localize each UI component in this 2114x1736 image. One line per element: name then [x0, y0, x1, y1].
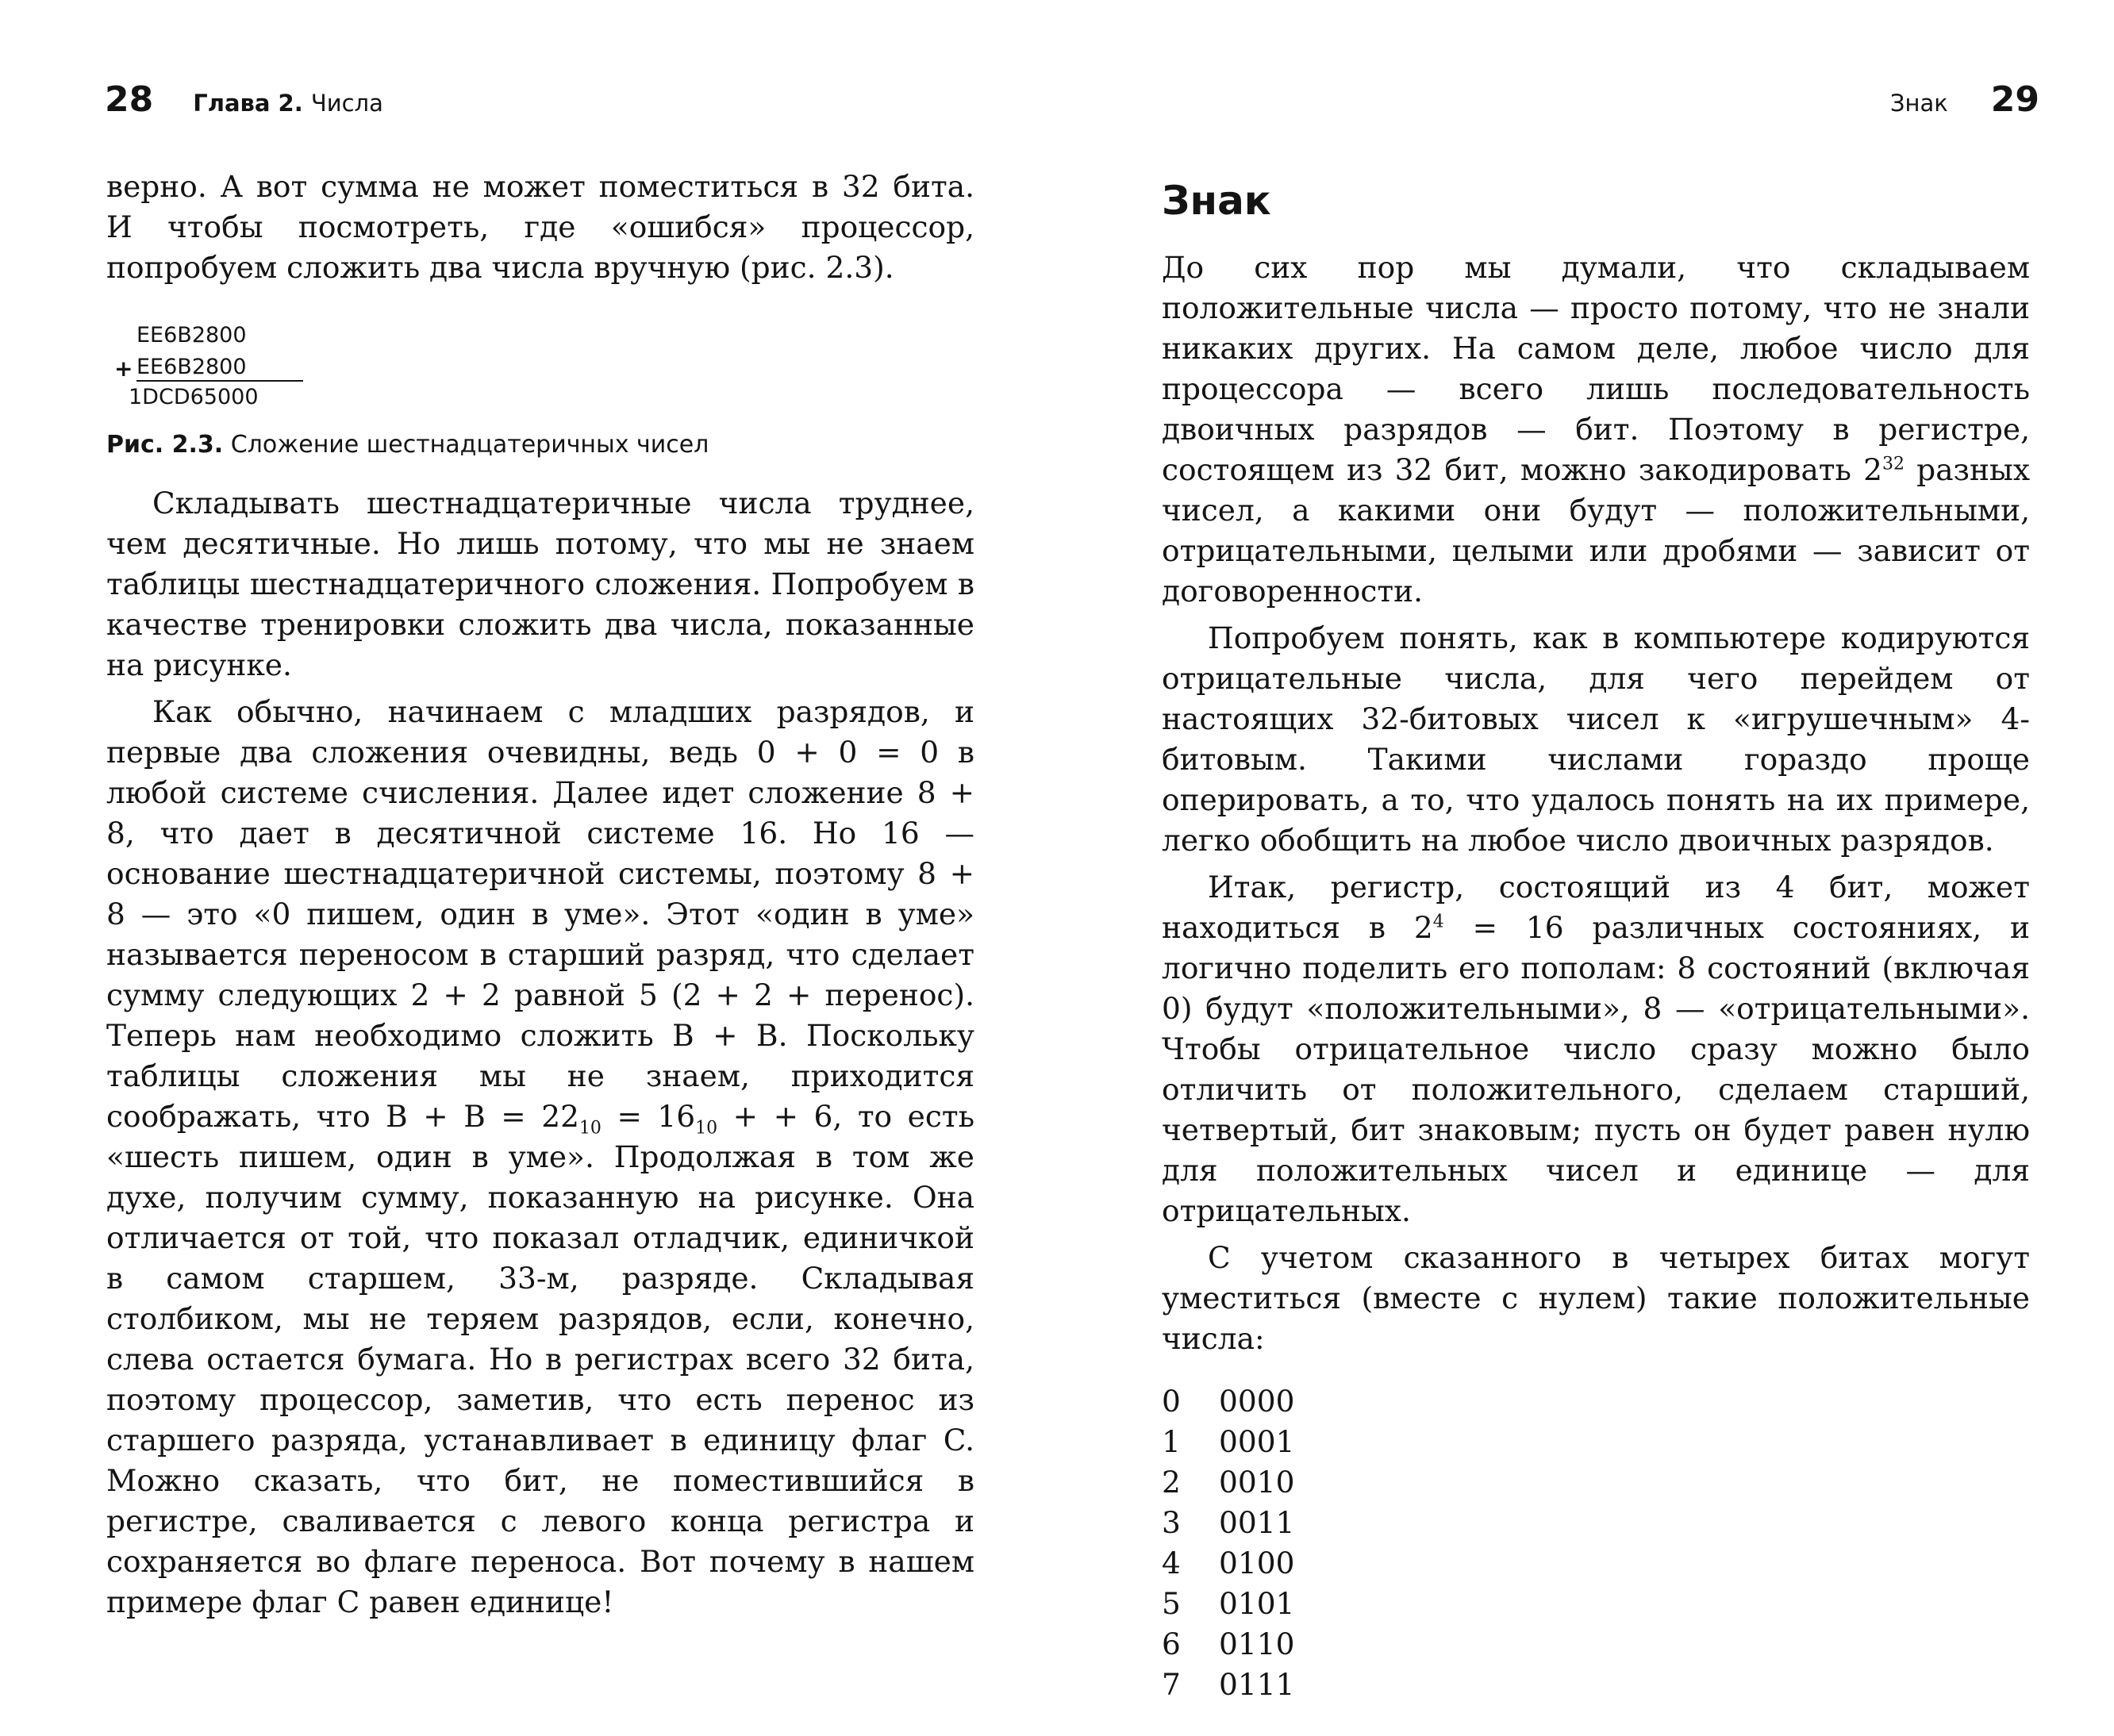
chapter-label: Глава 2. [193, 90, 303, 117]
list-item [1162, 1624, 2030, 1665]
left-paragraph-3 [106, 692, 974, 1623]
superscript-32: 32 [1882, 454, 1905, 474]
list-item [1162, 1462, 2030, 1503]
figure-operand-2-line [114, 351, 352, 383]
figure-operand-1: EE6B2800 [136, 323, 247, 348]
decimal-value: 0 [1162, 1384, 1181, 1419]
decimal-value: 7 [1162, 1667, 1181, 1702]
figure-caption-text: Сложение шестнадцатеричных чисел [230, 431, 709, 459]
binary-value: 0111 [1219, 1667, 1295, 1702]
decimal-value: 4 [1162, 1546, 1181, 1580]
right-paragraph-3-part-b: = 16 различных состояниях, и логично поделить его пополам: 8 состояний (включая 0) будут «положительными», 8 — «отрицательными». Чтобы отрицательное число сразу можно было отличить от положительного, сделаем старший, четвертый, бит знаковым; пусть он будет равен нулю для положительных чисел и единице — для отрицательных. [1162, 910, 2030, 1228]
binary-value: 0000 [1219, 1384, 1295, 1419]
decimal-value: 6 [1162, 1627, 1181, 1661]
right-paragraph-4: С учетом сказанного в четырех битах могут уместиться (вместе с нулем) такие положительные числа: [1162, 1240, 2030, 1356]
right-page-number: 29 [1990, 79, 2039, 120]
right-running-head [1890, 79, 2039, 135]
left-paragraph-3-part-c: + + 6, то есть «шесть пишем, один в уме». Продолжая в том же духе, получим сумму, показанную на рисунке. Она отличается от той, что показал отладчик, единичкой в самом старшем, 33-м, разряде. Складывая столбиком, мы не теряем разрядов, если, конечно, слева остается бумага. Но в регистрах всего 32 бита, поэтому процессор, заметив, что есть перенос из старшего разряда, устанавливает в единицу флаг C. Можно сказать, что бит, не поместившийся в регистре, сваливается с левого конца регистра и сохраняется во флаге переноса. Вот почему в нашем примере флаг C равен единице! [106, 1099, 975, 1619]
right-page-body [1162, 167, 2030, 1705]
right-paragraph-1 [1162, 248, 2030, 612]
binary-value: 0100 [1219, 1546, 1295, 1580]
right-paragraph-3-part-a: Итак, регистр, состоящий из 4 бит, может находиться в 2 [1162, 870, 2030, 945]
subscript-base-1: 10 [578, 1118, 602, 1139]
decimal-value: 1 [1162, 1424, 1181, 1459]
chapter-running-title [193, 90, 383, 117]
section-heading: Знак [1162, 178, 1271, 224]
binary-value: 0101 [1219, 1586, 1295, 1621]
right-paragraph-1-part-b: разных чисел, а какими они будут — положительными, отрицательными, целыми или дробями — зависит от договоренности. [1162, 452, 2030, 609]
binary-value: 0011 [1219, 1505, 1295, 1540]
list-item [1162, 1381, 2030, 1422]
list-item [1162, 1584, 2030, 1624]
right-paragraph-1-part-a: До сих пор мы думали, что складываем положительные числа — просто потому, что не знали никаких других. На самом деле, любое число для процессора — всего лишь последовательность двоичных разрядов — бит. Поэтому в регистре, состоящем из 32 бит, можно закодировать 2 [1162, 250, 2030, 487]
hex-addition-figure [114, 320, 352, 413]
section-running-title: Знак [1889, 90, 1948, 117]
right-paragraph-3 [1162, 867, 2030, 1231]
superscript-4: 4 [1432, 912, 1444, 932]
left-page-number: 28 [105, 79, 154, 120]
positive-numbers-list [1162, 1381, 2030, 1705]
subscript-base-2: 10 [695, 1118, 718, 1139]
left-page-body [106, 167, 974, 1623]
figure-caption [106, 428, 974, 463]
chapter-title: Числа [310, 90, 383, 117]
list-item [1162, 1543, 2030, 1584]
decimal-value: 5 [1162, 1586, 1181, 1621]
figure-caption-label: Рис. 2.3. [106, 431, 224, 459]
plus-sign: + [114, 355, 133, 382]
decimal-value: 2 [1162, 1465, 1181, 1500]
left-paragraph-3-part-a: Как обычно, начинаем с младших разрядов, и первые два сложения очевидны, ведь 0 + 0 = 0 в любой системе счисления. Далее идет сложение 8 + 8, что дает в десятичной системе 16. Но 16 — основание шестнадцатеричной системы, поэтому 8 + 8 — это «0 пишем, один в уме». Этот «один в уме» называется переносом в старший разряд, что сделает сумму следующих 2 + 2 равной 5 (2 + 2 + перенос). Теперь нам необходимо сложить B + B. Поскольку таблицы сложения мы не знаем, приходится соображать, что B + B = 22 [106, 694, 974, 1134]
list-item [1162, 1665, 2030, 1705]
left-paragraph-1: верно. А вот сумма не может поместиться в 32 бита. И чтобы посмотреть, где «ошибся» процессор, попробуем сложить два числа вручную (рис. 2.3). [106, 169, 974, 285]
left-paragraph-3-part-b: = 16 [601, 1099, 696, 1134]
binary-value: 0010 [1219, 1465, 1295, 1500]
binary-value: 0001 [1219, 1424, 1295, 1459]
list-item [1162, 1422, 2030, 1462]
right-paragraph-2: Попробуем понять, как в компьютере кодируются отрицательные числа, для чего перейдем от настоящих 32-битовых чисел к «игрушечным» 4-битовым. Такими числами гораздо проще оперировать, а то, что удалось понять на их примере, легко обобщить на любое число двоичных разрядов. [1162, 620, 2030, 858]
left-running-head [105, 79, 383, 135]
binary-value: 0110 [1219, 1627, 1295, 1661]
decimal-value: 3 [1162, 1505, 1181, 1540]
list-item [1162, 1503, 2030, 1543]
figure-result: 1DCD65000 [129, 385, 259, 409]
left-paragraph-2: Складывать шестнадцатеричные числа труднее, чем десятичные. Но лишь потому, что мы не знаем таблицы шестнадцатеричного сложения. Попробуем в качестве тренировки сложить два числа, показанные на рисунке. [106, 486, 974, 682]
figure-operand-2: EE6B2800 [136, 355, 247, 379]
